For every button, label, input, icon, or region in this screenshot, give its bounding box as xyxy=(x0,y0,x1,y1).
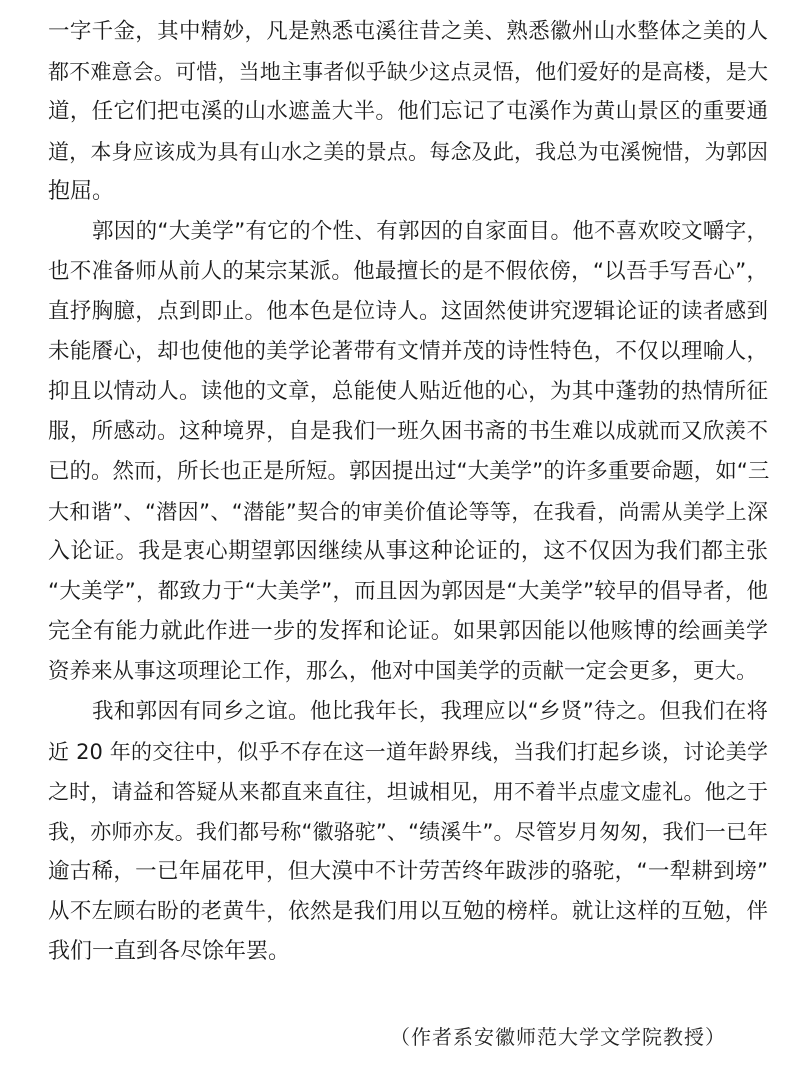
text-line: 抑且以情动人。读他的文章，总能使人贴近他的心，为其中蓬勃的热情所征 xyxy=(48,379,768,404)
text-line: 未能餍心，却也使他的美学论著带有文情并茂的诗性特色，不仅以理喻人， xyxy=(48,339,768,364)
text-line: 都不难意会。可惜，当地主事者似乎缺少这点灵悟，他们爱好的是高楼，是大 xyxy=(48,60,768,84)
text-line: 服，所感动。这种境界，自是我们一班久困书斋的书生难以成就而又欣羡不 xyxy=(48,419,768,444)
text-line: 入论证。我是衷心期望郭因继续从事这种论证的，这不仅因为我们都主张 xyxy=(48,539,768,564)
text-line: 资养来从事这项理论工作，那么，他对中国美学的贡献一定会更多，更大。 xyxy=(48,659,758,684)
text-line: 之时，请益和答疑从来都直来直往，坦诚相见，用不着半点虚文虚礼。他之于 xyxy=(48,780,768,804)
text-line: 逾古稀，一已年届花甲，但大漠中不计劳苦终年跋涉的骆驼，“一犁耕到塝” xyxy=(48,859,768,884)
text-line: 大和谐”、“潜因”、“潜能”契合的审美价值论等等，在我看，尚需从美学上深 xyxy=(48,500,768,524)
text-line: “大美学”，都致力于“大美学”，而且因为郭因是“大美学”较早的倡导者，他 xyxy=(48,579,768,604)
text-line: 我，亦师亦友。我们都号称“徽骆驼”、“绩溪牛”。尽管岁月匆匆，我们一已年 xyxy=(48,820,768,844)
text-line: 我们一直到各尽馀年罢。 xyxy=(48,939,291,964)
text-line: 直抒胸臆，点到即止。他本色是位诗人。这固然使讲究逻辑论证的读者感到 xyxy=(48,299,768,324)
text-line: 郭因的“大美学”有它的个性、有郭因的自家面目。他不喜欢咬文嚼字， xyxy=(92,219,768,244)
text-line: 道，本身应该成为具有山水之美的景点。每念及此，我总为屯溪惋惜，为郭因 xyxy=(48,140,768,164)
text-line: 已的。然而，所长也正是所短。郭因提出过“大美学”的许多重要命题，如“三 xyxy=(48,459,770,484)
text-line: 近 20 年的交往中，似乎不存在这一道年龄界线，当我们打起乡谈，讨论美学 xyxy=(48,740,768,764)
text-line: 完全有能力就此作进一步的发挥和论证。如果郭因能以他赅博的绘画美学 xyxy=(48,619,768,644)
text-line: 道，任它们把屯溪的山水遮盖大半。他们忘记了屯溪作为黄山景区的重要通 xyxy=(48,99,768,124)
text-line: 一字千金，其中精妙，凡是熟悉屯溪往昔之美、熟悉徽州山水整体之美的人 xyxy=(48,19,768,44)
text-line: 也不准备师从前人的某宗某派。他最擅长的是不假依傍，“以吾手写吾心”， xyxy=(48,259,768,284)
author-note: （作者系安徽师范大学文学院教授） xyxy=(390,1025,726,1049)
text-line: 抱屈。 xyxy=(48,179,115,204)
text-line: 我和郭因有同乡之谊。他比我年长，我理应以“乡贤”待之。但我们在将 xyxy=(92,699,768,724)
text-line: 从不左顾右盼的老黄牛，依然是我们用以互勉的榜样。就让这样的互勉，伴 xyxy=(48,899,768,924)
